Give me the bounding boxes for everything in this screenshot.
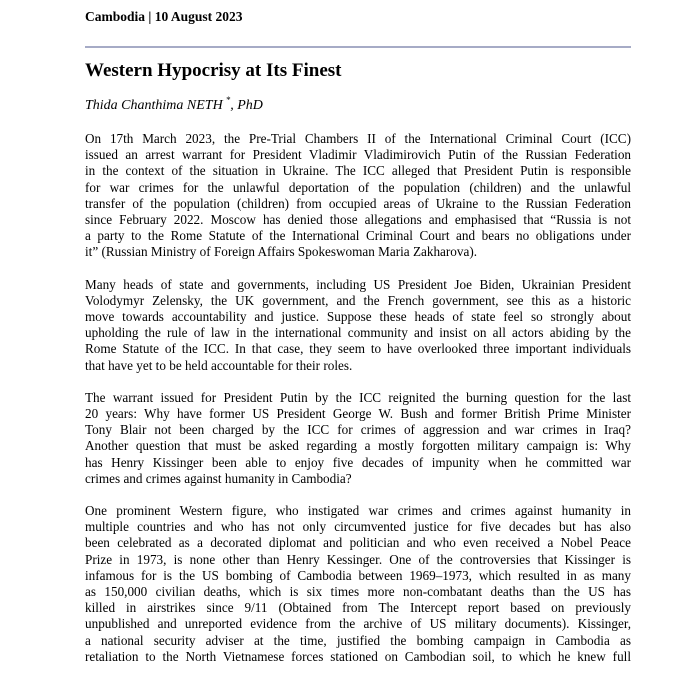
- paragraph-line: a national security adviser at the time, justified the bombing campaign in Cambodia as: [85, 632, 631, 648]
- paragraph-line: Another question that must be asked regarding a mostly forgotten military campaign is: Why: [85, 438, 631, 454]
- paragraph-line: a party to the Rome Statute of the International Criminal Court and bears no obligations under: [85, 228, 631, 244]
- article-paragraph: [85, 390, 631, 487]
- paragraph-line: crimes and crimes against humanity in Cambodia?: [85, 470, 352, 486]
- paragraph-line: infamous for is the US bombing of Cambodia between 1969–1973, which resulted in as many: [85, 567, 631, 583]
- paragraph-line: Tony Blair not been charged by the ICC for crimes of aggression and war crimes in Iraq?: [85, 422, 631, 438]
- article-byline: [85, 97, 631, 115]
- paragraph-line: move towards accountability and justice. Suppose these heads of state feel so strongly about: [85, 309, 631, 325]
- author-credentials: , PhD: [230, 98, 263, 113]
- paragraph-line: in the context of the situation in Ukraine. The ICC alleged that President Putin is responsible: [85, 163, 631, 179]
- paragraph-line: Rome Statute of the ICC. In that case, they seem to have overlooked three important individuals: [85, 341, 631, 357]
- header-divider: [85, 46, 631, 48]
- paragraph-line: Many heads of state and governments, including US President Joe Biden, Ukrainian President: [85, 276, 631, 292]
- article-paragraph: [85, 503, 631, 665]
- paragraph-line: One prominent Western figure, who instigated war crimes and crimes against humanity in: [85, 503, 631, 519]
- footnote-marker: *: [225, 95, 231, 106]
- paragraph-line: it” (Russian Ministry of Foreign Affairs Spokeswoman Maria Zakharova).: [85, 244, 478, 260]
- article-paragraph: [85, 131, 631, 261]
- paragraph-line: The warrant issued for President Putin by the ICC reignited the burning question for the last: [85, 389, 631, 405]
- article-paragraph: [85, 277, 631, 374]
- paragraph-line: been celebrated as a decorated diplomat and politician and who even received a Nobel Peace: [85, 535, 631, 551]
- paragraph-line: 20 years: Why have former US President George W. Bush and former British Prime Minister: [85, 406, 631, 422]
- article-title: Western Hypocrisy at Its Finest: [85, 60, 342, 81]
- paragraph-line: upholding the rule of law in the international community and insist on all actors abiding by the: [85, 325, 631, 341]
- paragraph-line: killed in airstrikes since 9/11 (Obtained from The Intercept report based on previously: [85, 600, 631, 616]
- paragraph-line: for war crimes for the unlawful deportation of the population (children) and the unlawful: [85, 179, 631, 195]
- paragraph-line: that have yet to be held accountable for their roles.: [85, 357, 353, 373]
- paragraph-line: unpublished and unreported evidence from the archive of US military documents). Kissinger,: [85, 616, 631, 632]
- author-name: Thida Chanthima NETH: [85, 98, 223, 113]
- paragraph-line: issued an arrest warrant for President Vladimir Vladimirovich Putin of the Russian Federation: [85, 147, 631, 163]
- paragraph-line: transfer of the population (children) from occupied areas of Ukraine to the Russian Federation: [85, 195, 631, 211]
- paragraph-line: Prize in 1973, is none other than Henry Kessinger. One of the controversies that Kissinger is: [85, 551, 631, 567]
- paragraph-line: as 150,000 civilian deaths, which is six times more non-combatant deaths than the US has: [85, 584, 631, 600]
- paragraph-line: retaliation to the North Vietnamese forces stationed on Cambodian soil, to which he knew full: [85, 648, 631, 664]
- article-body: [85, 131, 631, 681]
- paragraph-line: On 17th March 2023, the Pre-Trial Chambers II of the International Criminal Court (ICC): [85, 131, 631, 146]
- dateline: Cambodia | 10 August 2023: [85, 9, 243, 24]
- paragraph-line: since February 2022. Moscow has denied those allegations and emphasised that “Russia is not: [85, 212, 631, 228]
- paragraph-line: has Henry Kissinger been able to enjoy five decades of impunity when he committed war: [85, 454, 631, 470]
- paragraph-line: Volodymyr Zelensky, the UK government, and the French government, see this as a historic: [85, 292, 631, 308]
- paragraph-line: multiple countries and who has not only circumvented justice for five decades but has also: [85, 519, 631, 535]
